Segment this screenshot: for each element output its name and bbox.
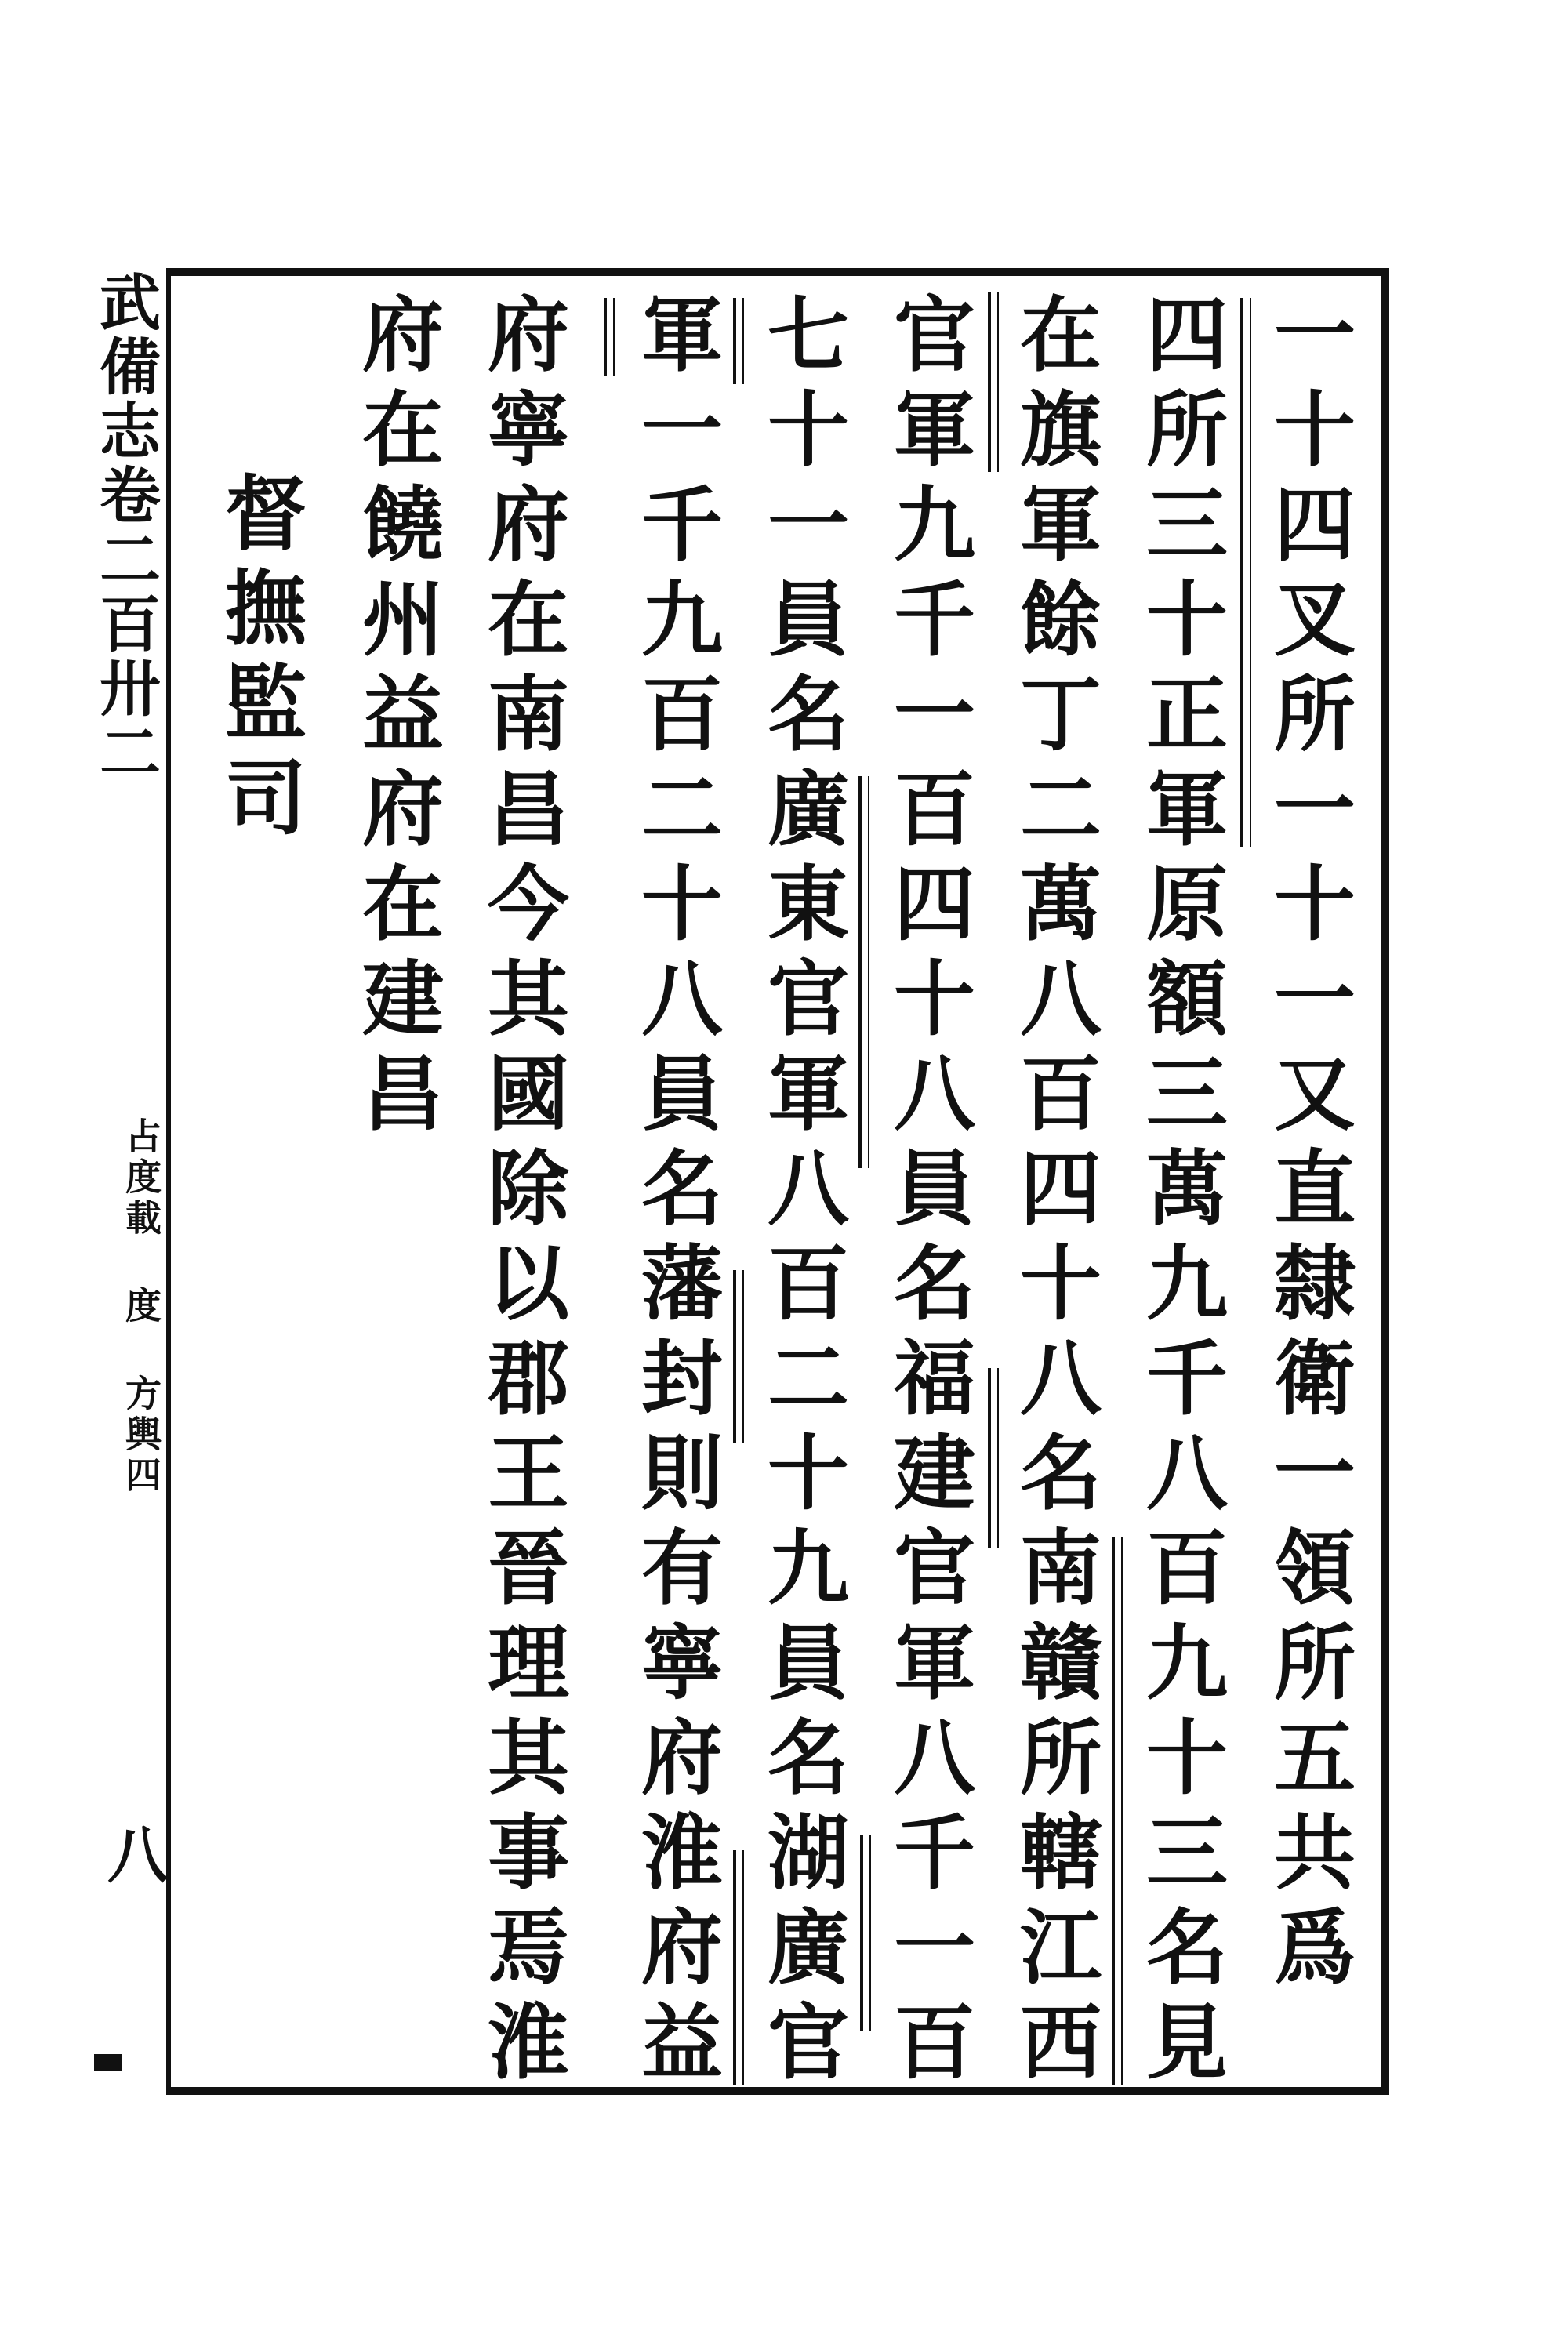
- name-sideline: [733, 1850, 744, 2085]
- text-column-5: 七十一員名廣東官軍八百二十九員名湖廣官: [753, 292, 850, 2094]
- text-column-8: 府在饒州益府在建昌: [348, 292, 445, 1145]
- text-column-3: 在旗軍餘丁二萬八百四十八名南贛所轄江西: [1006, 292, 1102, 2094]
- name-sideline: [988, 1368, 999, 1548]
- text-column-7: 府寧府在南昌今其國除以郡王晉理其事焉淮: [474, 292, 570, 2094]
- text-column-2: 四所三十正軍原額三萬九千八百九十三名見: [1132, 292, 1229, 2094]
- name-sideline: [604, 298, 615, 376]
- name-sideline: [733, 298, 744, 384]
- name-sideline: [733, 1270, 744, 1443]
- name-sideline: [988, 292, 999, 472]
- margin-block-mark: [94, 2054, 122, 2071]
- text-column-6: 軍一千九百二十八員名藩封則有寧府淮府益: [627, 292, 724, 2094]
- name-sideline: [858, 776, 869, 1168]
- text-column-9: 督撫監司: [211, 470, 307, 850]
- margin-section-label: 占度載 度 方輿四: [120, 1117, 162, 1497]
- name-sideline: [1240, 298, 1251, 847]
- name-sideline: [1112, 1537, 1123, 2085]
- name-sideline: [860, 1835, 871, 2031]
- margin-column: [88, 270, 169, 2097]
- margin-book-title: 武備志卷二百卅二: [89, 270, 161, 785]
- text-column-4: 官軍九千一百四十八員名福建官軍八千一百: [880, 292, 976, 2094]
- text-column-1: 一十四叉所一十一又直隸衛一領所五共爲: [1260, 292, 1356, 1999]
- margin-page-number: 八: [97, 1823, 169, 1884]
